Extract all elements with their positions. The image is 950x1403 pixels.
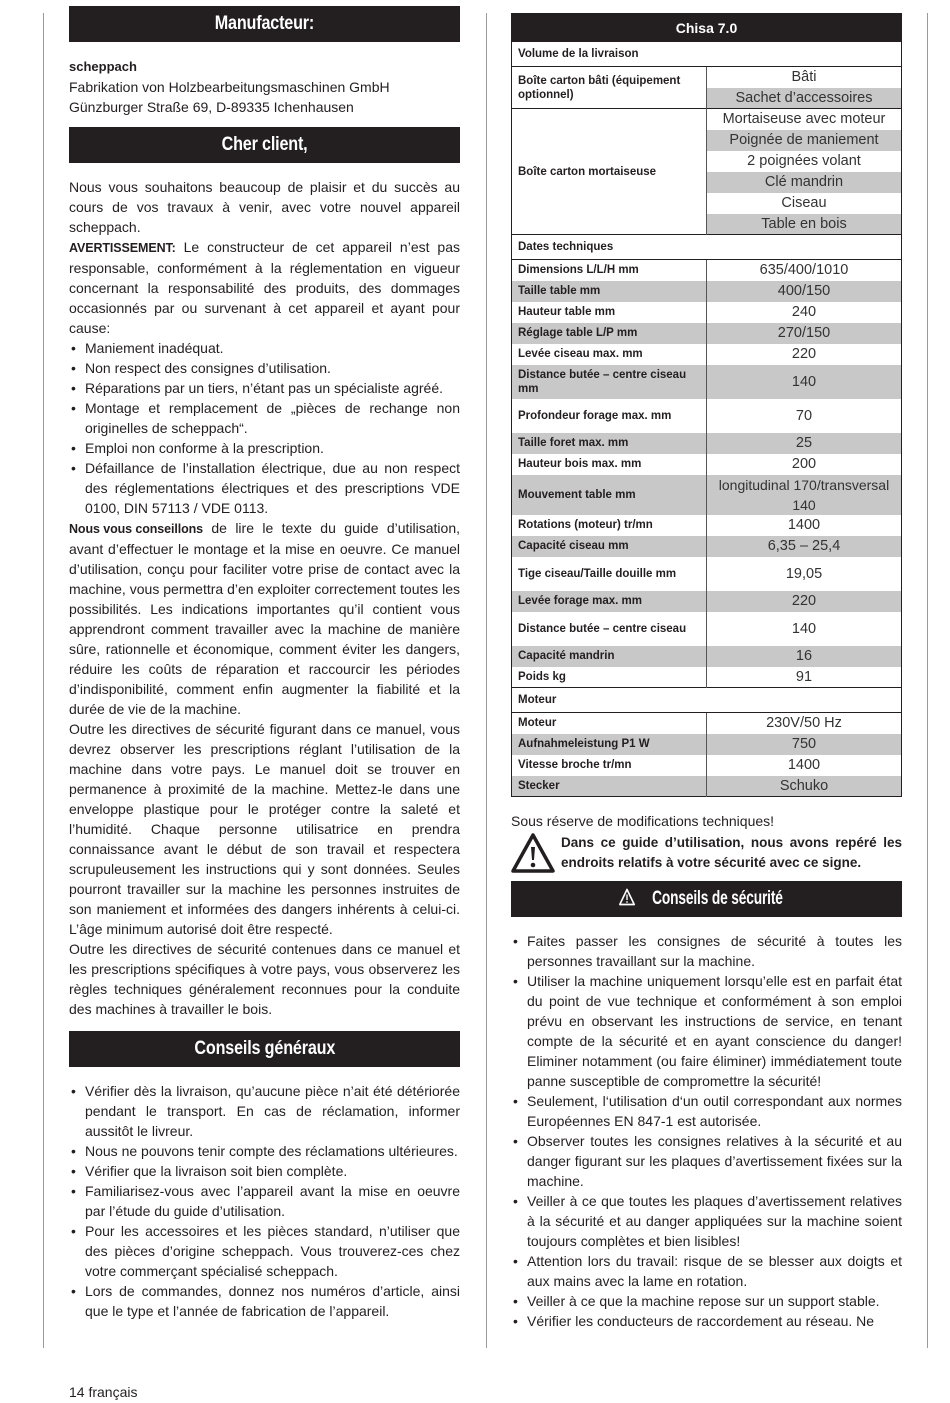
- list-item: • Pour les accessoires et les pièces standard, n’utiliser que des pièces d’origine scheppach. Vous trouverez-ces chez votre commerçant spécialisé scheppach.: [69, 1221, 460, 1281]
- manufacturer-address: Günzburger Straße 69, D-89335 Ichenhausen: [69, 99, 354, 115]
- advice-paragraph: [69, 518, 460, 719]
- table-row: Levée ciseau max. mm 220: [512, 344, 902, 365]
- manufacturer-line1: Fabrikation von Holzbearbeitungsmaschinen GmbH: [69, 79, 390, 95]
- list-item: • Vérifier que la livraison soit bien complète.: [69, 1161, 460, 1181]
- left-margin-line: [43, 13, 44, 1348]
- list-item: • Faites passer les consignes de sécurité à toutes les personnes travaillant sur la machine.: [511, 931, 902, 971]
- table-row: Capacité ciseau mm 6,35 – 25,4: [512, 536, 902, 557]
- box-mortiser-item: Clé mandrin: [707, 172, 902, 193]
- list-item: • Utiliser la machine uniquement lorsqu’elle est en parfait état du point de vue technique et conformément à son emploi prévu en observant les instructions de service, en tenant compte de la sécurité et en ayant conscience du danger! Eliminer notamment (ou faire éliminer) immédiatement toute panne susceptible de compromettre la sécurité!: [511, 971, 902, 1091]
- directives-paragraph: Outre les directives de sécurité figurant dans ce manuel, vous devrez observer les prescriptions réglant l’utilisation de la machine dans votre pays. Le manuel doit se trouver en permanence à proximité de la machine. Mettez-le dans une enveloppe plastique pour le protéger contre la saleté et l’humidité. Chaque personne utilisatrice en prendra connaissance avant le début de son travail et respectera scrupuleusement les instructions qui y sont données. Seules pourront travailler sur la machine les personnes instruites de son maniement et informées des dangers inhérents à celui-ci. L’âge minimum autorisé doit être respecté.: [69, 721, 460, 937]
- table-row: Taille table mm 400/150: [512, 281, 902, 302]
- box-frame-item: Sachet d’accessoires: [707, 88, 902, 109]
- list-item: • Vérifier les conducteurs de raccordement au réseau. Ne: [511, 1311, 902, 1331]
- list-item: • Familiarisez-vous avec l’appareil avant la mise en oeuvre par l’étude du guide d’utilisation.: [69, 1181, 460, 1221]
- general-advice-heading: Conseils généraux: [69, 1031, 460, 1067]
- warning-label: AVERTISSEMENT:: [69, 241, 176, 255]
- causes-list: [69, 338, 460, 518]
- table-row: Vitesse broche tr/mn 1400: [512, 755, 902, 776]
- list-item: • Vérifier dès la livraison, qu’aucune pièce n’ait été détériorée pendant le transport. En cas de réclamation, informer aussitôt le livreur.: [69, 1081, 460, 1141]
- table-row: Réglage table L/P mm 270/150: [512, 323, 902, 344]
- list-item: • Montage et remplacement de „pièces de rechange non originelles de scheppach“.: [69, 398, 460, 438]
- spec-table-title: Chisa 7.0: [512, 14, 902, 42]
- advice-label: Nous vous conseillons: [69, 522, 204, 536]
- intro-paragraph: Nous vous souhaitons beaucoup de plaisir et du succès au cours de vos travaux à venir, avec votre nouvel appareil scheppach.: [69, 179, 460, 235]
- center-gutter-line: [486, 13, 487, 1348]
- spec-table: [511, 13, 902, 797]
- table-row: Distance butée – centre ciseau mm 140: [512, 365, 902, 399]
- right-margin-line: [927, 13, 928, 1348]
- table-row: Hauteur table mm 240: [512, 302, 902, 323]
- list-item: • Emploi non conforme à la prescription.: [69, 438, 460, 458]
- general-advice-list: [69, 1081, 460, 1321]
- safety-sign-note: [511, 833, 902, 873]
- list-item: • Réparations par un tiers, n’étant pas un spécialiste agréé.: [69, 378, 460, 398]
- list-item: • Maniement inadéquat.: [69, 338, 460, 358]
- table-row: Profondeur forage max. mm 70: [512, 399, 902, 433]
- list-item: • Attention lors du travail: risque de se blesser aux doigts et aux mains avec la lame en rotation.: [511, 1251, 902, 1291]
- list-item: • Seulement, l‘utilisation d‘un outil correspondant aux normes Européennes EN 847-1 est autorisée.: [511, 1091, 902, 1131]
- table-row: Taille foret max. mm 25: [512, 433, 902, 454]
- box-mortiser-item: Poignée de maniement: [707, 130, 902, 151]
- manufacturer-block: [69, 57, 460, 117]
- box-frame-item: Bâti: [707, 67, 902, 88]
- table-row: Distance butée – centre ciseau 140: [512, 612, 902, 646]
- manufacturer-brand: scheppach: [69, 59, 137, 74]
- list-item: • Défaillance de l’installation électrique, due au non respect des réglementations électriques et des prescriptions VDE 0100, DIN 57113 / VDE 0113.: [69, 458, 460, 518]
- subject-to-change-note: Sous réserve de modifications techniques!: [511, 813, 775, 829]
- tech-section-header: Dates techniques: [512, 235, 902, 260]
- box-mortiser-item: Mortaiseuse avec moteur: [707, 109, 902, 130]
- list-item: • Non respect des consignes d’utilisation.: [69, 358, 460, 378]
- table-row: Stecker Schuko: [512, 776, 902, 797]
- table-row: Levée forage max. mm 220: [512, 591, 902, 612]
- list-item: • Veiller à ce que la machine repose sur un support stable.: [511, 1291, 902, 1311]
- box-mortiser-label: Boîte carton mortaiseuse: [512, 109, 707, 235]
- list-item: • Nous ne pouvons tenir compte des réclamations ultérieures.: [69, 1141, 460, 1161]
- motor-section-header: Moteur: [512, 688, 902, 713]
- table-row: Poids kg 91: [512, 667, 902, 688]
- list-item: • Veiller à ce que toutes les plaques d’avertissement relatives à la sécurité et au danger appliquées sur la machine soient toujours complètes et bien lisibles!: [511, 1191, 902, 1251]
- left-column: [69, 6, 460, 1321]
- table-row: Rotations (moteur) tr/mn 1400: [512, 515, 902, 536]
- table-row: Capacité mandrin 16: [512, 646, 902, 667]
- warning-triangle-icon: [511, 833, 555, 873]
- warning-triangle-icon: [619, 888, 636, 906]
- safety-heading: Conseils de sécurité: [511, 881, 902, 917]
- right-column: [511, 13, 902, 1331]
- table-row: Aufnahmeleistung P1 W 750: [512, 734, 902, 755]
- list-item: • Observer toutes les consignes relatives à la sécurité et au danger figurant sur les plaques d’avertissement fixées sur la machine.: [511, 1131, 902, 1191]
- table-row: Tige ciseau/Taille douille mm 19,05: [512, 557, 902, 591]
- table-row: Mouvement table mm longitudinal 170/transversal 140: [512, 475, 902, 515]
- warning-text: Le constructeur de cet appareil n’est pas responsable, conformément à la réglementation en vigueur concernant la responsabilité des produits, des dommages occasionnés par ou survenant à cet appareil et ayant pour cause:: [69, 239, 460, 336]
- table-row: Moteur 230V/50 Hz: [512, 713, 902, 734]
- client-heading: Cher client,: [69, 127, 460, 163]
- box-frame-label: Boîte carton bâti (équipement optionnel): [512, 67, 707, 109]
- manufacturer-heading: Manufacteur:: [69, 6, 460, 42]
- box-mortiser-item: Table en bois: [707, 214, 902, 235]
- box-mortiser-item: Ciseau: [707, 193, 902, 214]
- table-row: Hauteur bois max. mm 200: [512, 454, 902, 475]
- list-item: • Lors de commandes, donnez nos numéros d’article, ainsi que le type et l’année de fabrication de l’appareil.: [69, 1281, 460, 1321]
- box-mortiser-item: 2 poignées volant: [707, 151, 902, 172]
- advice-text: de lire le texte du guide d’utilisation, avant d’effectuer le montage et la mise en oeuvre. Ce manuel d’utilisation, conçu pour faciliter votre prise de contact avec la machine, vous permettra d’en exploiter correctement toutes les possibilités. Les indications importantes qu’il contient vous apprendront comment travailler avec la machine de manière sûre, rationnelle et économique, comment éviter les dangers, réduire les coûts de réparation et raccourcir les périodes d’indisponibilité, comment enfin augmenter la fiabilité et la durée de vie de la machine.: [69, 520, 460, 717]
- delivery-section-header: Volume de la livraison: [512, 42, 902, 67]
- rules-paragraph: Outre les directives de sécurité contenues dans ce manuel et les prescriptions spécifiques à votre pays, vous observerez les règles techniques généralement reconnues pour la conduite des machines à travailler le bois.: [69, 941, 460, 1017]
- page-footer: 14 français: [69, 1384, 138, 1400]
- safety-list: [511, 931, 902, 1331]
- safety-note-text: Dans ce guide d’utilisation, nous avons repéré les endroits relatifs à votre sécurité avec ce signe.: [561, 835, 902, 870]
- table-row: Dimensions L/L/H mm 635/400/1010: [512, 260, 902, 281]
- warning-paragraph: [69, 237, 460, 338]
